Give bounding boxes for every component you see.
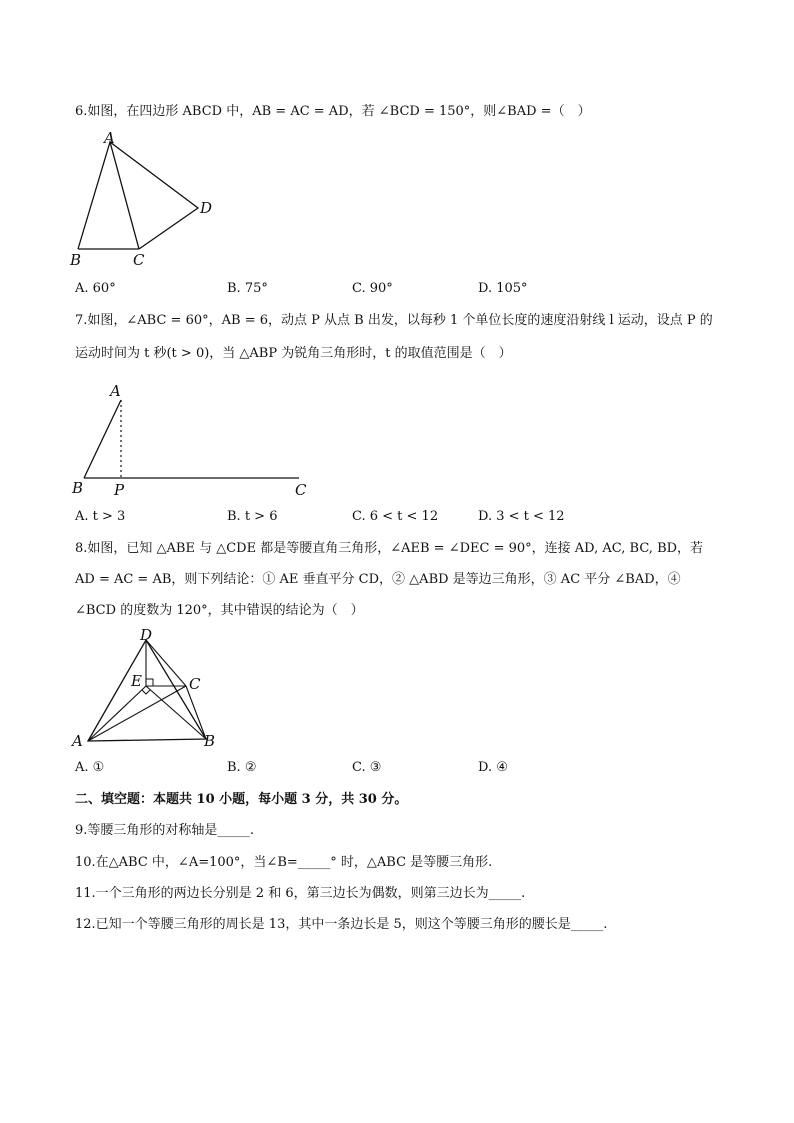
question-12: 12.已知一个等腰三角形的周长是 13，其中一条边长是 5，则这个等腰三角形的腰长是_____. — [75, 917, 608, 932]
label-A: A — [72, 732, 83, 750]
triangle-acd — [110, 142, 198, 249]
segment-bc — [186, 686, 206, 739]
question-10: 10.在△ABC 中，∠A=100°，当∠B=_____° 时，△ABC 是等腰三角形. — [75, 855, 493, 870]
question-6-figure — [60, 128, 230, 273]
question-6-stem: 6.如图，在四边形 ABCD 中，AB = AC = AD，若 ∠BCD = 150°，则∠BAD =（ ） — [75, 104, 591, 119]
question-8-stem-line-3: ∠BCD 的度数为 120°，其中错误的结论为（ ） — [75, 603, 364, 618]
question-8-stem-line-1: 8.如图，已知 △ABE 与 △CDE 都是等腰直角三角形，∠AEB = ∠DEC = 90°，连接 AD, AC, BC, BD，若 — [75, 541, 704, 556]
option-a[interactable]: A. 60° — [75, 281, 116, 296]
option-c[interactable]: C. 90° — [352, 281, 393, 296]
question-9: 9.等腰三角形的对称轴是_____. — [75, 823, 255, 838]
right-angle-mark-dec — [146, 679, 153, 686]
option-d[interactable]: D. ④ — [478, 760, 508, 775]
question-7-figure — [65, 378, 325, 503]
label-C: C — [295, 481, 307, 499]
segment-ab — [84, 400, 121, 478]
label-B: B — [72, 479, 84, 497]
option-a[interactable]: A. ① — [75, 760, 105, 775]
segment-eb — [146, 686, 206, 739]
option-b[interactable]: B. 75° — [227, 281, 268, 296]
question-7-stem-line-2: 运动时间为 t 秒(t > 0)，当 △ABP 为锐角三角形时，t 的取值范围是（ ） — [75, 346, 512, 361]
option-c[interactable]: C. 6 < t < 12 — [352, 509, 439, 524]
question-8-options — [75, 760, 595, 778]
label-B: B — [204, 732, 216, 750]
option-a[interactable]: A. t > 3 — [75, 509, 126, 524]
question-6-options — [75, 281, 595, 299]
right-angle-mark-aeb — [142, 690, 150, 694]
label-E: E — [131, 672, 142, 690]
option-c[interactable]: C. ③ — [352, 760, 382, 775]
question-11: 11.一个三角形的两边长分别是 2 和 6，第三边长为偶数，则第三边长为_____. — [75, 886, 526, 901]
label-C: C — [133, 251, 145, 269]
label-P: P — [114, 481, 125, 499]
option-d[interactable]: D. 105° — [478, 281, 528, 296]
section-heading: 二、填空题：本题共 10 小题，每小题 3 分，共 30 分。 — [75, 792, 408, 807]
label-C: C — [189, 675, 201, 693]
option-d[interactable]: D. 3 < t < 12 — [478, 509, 565, 524]
question-7-options — [75, 509, 595, 527]
question-7-stem-line-1: 7.如图，∠ABC = 60°，AB = 6，动点 P 从点 B 出发，以每秒 1 个单位长度的速度沿射线 l 运动，设点 P 的 — [75, 313, 713, 328]
label-D: D — [140, 626, 153, 644]
label-B: B — [70, 251, 82, 269]
question-8-stem-line-2: AD = AC = AB，则下列结论：① AE 垂直平分 CD，② △ABD 是等边三角形，③ AC 平分 ∠BAD，④ — [75, 572, 681, 587]
option-b[interactable]: B. t > 6 — [227, 509, 278, 524]
label-A: A — [104, 129, 115, 147]
question-8-figure — [60, 625, 230, 753]
label-D: D — [200, 199, 213, 217]
label-A: A — [110, 382, 121, 400]
triangle-abc — [78, 142, 139, 249]
option-b[interactable]: B. ② — [227, 760, 257, 775]
